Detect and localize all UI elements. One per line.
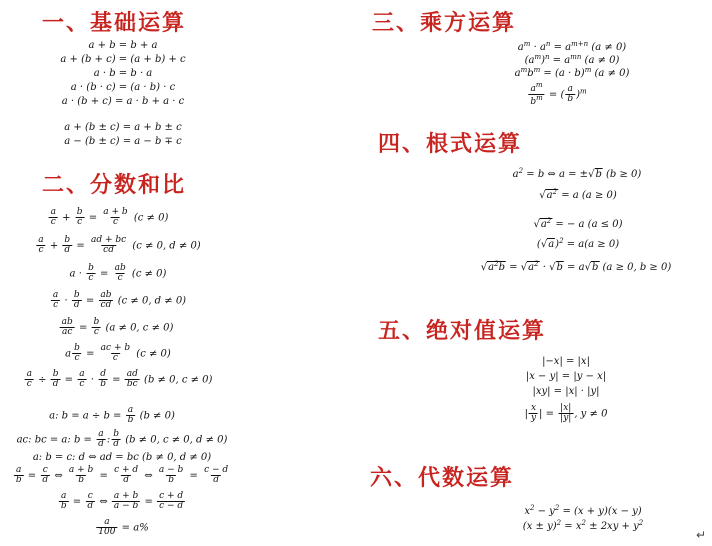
numerator: a [50,207,56,217]
formula-abs-3: |xy| = |x| · |y| [532,386,600,397]
expression: = a(a ≥ 0) [563,239,620,250]
exponent: 2 [552,188,558,196]
equals: = [549,55,565,66]
exponent: m [534,53,542,61]
exponent: 2 [554,504,560,512]
formula-frac-6 [65,344,171,364]
base: a [564,55,571,66]
heading-basic: 一、基础运算 [42,11,187,36]
denominator: c [112,217,119,228]
condition: (a ≠ 0) [591,68,630,79]
equals: = [27,470,37,482]
percent-value: a% [133,522,149,534]
prefix: a · [69,268,82,280]
operator: · [539,262,546,273]
exponent: m [536,94,543,103]
denominator: c [38,245,44,256]
abs-bar-right: | [539,408,543,420]
equals: = [72,496,82,508]
operator: + [62,212,71,224]
prefix: a [65,348,72,360]
operator: · [90,374,95,386]
expression: = a (a ≥ 0) [558,190,617,201]
denominator: c [79,379,85,390]
denominator: c [88,273,94,284]
numerator: a + b [68,465,94,475]
equals: = [78,322,88,334]
formula-root-4 [537,238,619,250]
condition: (c ≠ 0) [133,212,169,224]
numerator: c [42,465,48,475]
exponent: 2 [556,519,562,527]
equals: = [112,374,121,386]
formula-root-2 [539,189,617,201]
base: a [514,68,521,79]
denominator: d [123,475,129,486]
base: a [546,190,553,201]
sqrt-icon: √b [588,169,602,180]
base: x [524,506,530,517]
formula-frac-3 [70,264,167,284]
heading-abs: 五、绝对值运算 [378,319,547,344]
sqrt-icon: $√a^2$ [533,217,552,230]
formula-basic-1: a + b = b + a [88,40,158,51]
formula-power-2 [525,54,620,66]
numerator: a [127,405,134,415]
formula-frac-4 [50,291,186,311]
denominator: c [26,379,32,390]
formula-basic-5: a · (b + c) = a · b + a · c [61,96,185,107]
equals: = (a · b) [540,68,585,79]
denominator: d [87,501,94,512]
base: a [530,84,536,94]
operator: · [530,42,540,53]
denominator: b [567,94,574,105]
numerator: a [104,517,110,527]
formula-frac-9 [17,430,228,450]
numerator: a [26,369,32,379]
equals: = [86,348,95,360]
numerator: c [87,491,93,501]
formula-abs-2: |x − y| = |y − x| [525,371,607,382]
formula-algebra-1 [524,505,641,517]
base: a [540,219,547,230]
denominator: a − b [113,501,139,512]
numerator: x [530,403,537,413]
formula-algebra-2 [523,520,643,532]
exponent: 2 [494,260,499,268]
formula-frac-2 [35,236,200,256]
denominator: b [127,415,134,426]
denominator: c [77,217,83,228]
numerator: a [38,235,44,245]
denominator: ac [61,327,73,338]
denominator: c [93,327,99,338]
formula-frac-12 [58,492,186,512]
base: (x ± y) [522,521,557,532]
equals: = [144,496,153,508]
formula-basic-6: a + (b ± c) = a + b ± c [64,122,182,133]
equals: = [121,522,131,534]
denominator: d [42,475,49,486]
equals: = [85,295,95,307]
base: b [498,262,505,273]
abs-bar-left: | [524,408,528,420]
radicand [540,218,552,230]
expression: = x [561,521,582,532]
denominator: b [15,475,22,486]
denominator: b [78,475,84,486]
base: (a [524,55,535,66]
radicand: b [595,169,602,180]
equals: = [88,212,98,224]
numerator: c + d [114,465,139,475]
heading-power: 三、乘方运算 [372,11,517,36]
numerator: a [61,491,67,501]
formula-basic-7: a − (b ± c) = a − b ∓ c [64,136,182,147]
formula-frac-5 [59,318,174,338]
formula-power-3 [515,67,630,79]
exponent: 2 [518,167,524,175]
base: a [565,42,572,53]
denominator: b [60,501,67,512]
numerator: a [98,429,104,439]
expression: = − a (a ≤ 0) [552,219,623,230]
expression: = a [563,262,585,273]
numerator: d [100,369,106,379]
denominator: d [213,475,219,486]
condition: (b ≠ 0) [139,410,175,422]
denominator: d [64,245,71,256]
paren: ) [555,239,560,250]
expression: ± 2xy + y [585,521,639,532]
numerator: ac + b [100,343,131,353]
condition: (c ≠ 0, d ≠ 0) [117,295,187,307]
exponent: 2 [581,519,586,527]
numerator: a + b [113,491,139,501]
denominator: b [168,475,174,486]
numerator: b [93,317,100,327]
prefix: ac: bc = a: b = [16,434,92,446]
numerator: ab [114,263,126,273]
denominator: c [74,353,80,364]
formula-frac-10: a: b = c: d ⇔ ad = bc (b ≠ 0, d ≠ 0) [32,452,212,463]
operator: ÷ [38,374,47,386]
prefix: a: b = a ÷ b = [49,410,122,422]
denominator: c [112,353,118,364]
numerator: a [567,84,573,94]
exponent: m [580,87,587,96]
equals: = [545,408,554,420]
equals: = [99,470,108,482]
exponent: m [523,40,531,48]
exponent: 2 [638,519,644,527]
radicand: b [591,262,599,273]
denominator: c [117,273,123,284]
exponent: m [520,66,528,74]
numerator: a [52,290,59,300]
ratio-colon: : [106,434,111,446]
condition: (a ≥ 0, b ≥ 0) [599,262,672,273]
condition: (b ≥ 0) [602,169,642,180]
denominator: b [100,379,106,390]
exponent: 2 [559,237,564,245]
condition: (c ≠ 0) [136,348,171,360]
numerator: a [79,369,85,379]
numerator [529,82,545,94]
radicand: a [548,239,555,250]
denominator: d [52,379,59,390]
expression: = b ⇔ a = ± [523,169,589,180]
radicand [527,261,539,273]
sqrt-icon: √b [584,262,599,273]
base: a [517,42,524,53]
heading-fraction: 二、分数和比 [42,173,187,198]
equals: = ( [545,89,565,101]
operator: + [49,240,59,252]
numerator: |x| [560,403,572,413]
base: a [512,169,519,180]
numerator: a [16,465,22,475]
formula-frac-7 [24,370,213,390]
formula-power-4 [527,82,586,108]
equals: = [64,374,74,386]
equals: = [505,262,518,273]
denominator: d [73,300,80,311]
base: b [527,68,534,79]
denominator: c − d [159,501,184,512]
formula-basic-3: a · b = b · a [93,68,153,79]
formula-frac-1 [48,208,169,228]
heading-root: 四、根式运算 [378,132,523,157]
exponent: mn [570,53,582,61]
denominator: bc [126,379,138,390]
numerator: b [64,235,71,245]
numerator: b [74,343,80,353]
equals: = [76,240,85,252]
base: b [530,97,537,108]
formula-root-5 [481,261,672,273]
numerator: c − d [204,465,229,475]
sqrt-icon: √a [540,239,555,250]
base: a [488,262,495,273]
denominator: y [530,413,537,424]
numerator: b [113,429,120,439]
denominator: d [113,439,120,450]
sqrt-icon: $√a^2$ [539,188,558,201]
condition: (a ≠ 0) [581,55,620,66]
condition: (b ≠ 0, c ≠ 0) [144,374,213,386]
formula-abs-1: |−x| = |x| [542,356,590,367]
formula-root-1 [513,168,642,180]
exponent: n [544,53,550,61]
equals: = [550,42,566,53]
denominator: cd [103,245,114,256]
radicand [546,189,558,201]
condition: (b ≠ 0, c ≠ 0, d ≠ 0) [125,434,228,446]
denominator: d [98,439,104,450]
formula-frac-13 [95,518,148,538]
condition: (c ≠ 0, d ≠ 0) [132,240,201,252]
denominator: cd [100,300,112,311]
base: a [528,262,535,273]
numerator: ab [100,290,112,300]
numerator: a − b [158,465,184,475]
radicand [487,261,506,273]
formula-basic-4: a · (b · c) = (a · b) · c [70,82,176,93]
condition: , y ≠ 0 [574,408,608,420]
condition: (a ≠ 0) [588,42,627,53]
numerator: b [76,207,83,217]
numerator: b [88,263,94,273]
numerator: b [73,290,80,300]
paren: ( [536,239,541,250]
exponent: 2 [534,260,539,268]
numerator: c + d [159,491,184,501]
denominator [528,94,544,107]
exponent: m+n [571,40,589,48]
condition: (c ≠ 0) [131,268,167,280]
iff: ⇔ [54,470,63,482]
formula-frac-11 [13,466,231,486]
sqrt-icon: $√a^2b$ [480,260,505,273]
numerator: ad [126,369,138,379]
numerator: a + b [103,207,128,217]
exponent: m [584,66,592,74]
condition: (a ≠ 0, c ≠ 0) [105,322,174,334]
formula-power-1 [518,41,626,53]
equals: = [100,268,109,280]
formula-abs-4 [525,404,608,424]
iff: ⇔ [99,496,108,508]
paren: ) [541,55,545,66]
iff: ⇔ [144,470,153,482]
operator: · [64,295,68,307]
sqrt-icon: √b [549,262,563,273]
heading-algebra: 六、代数运算 [370,466,515,491]
formula-frac-8 [49,406,175,426]
exponent: m [535,81,543,89]
expression: − y [534,506,555,517]
exponent: n [545,40,551,48]
expression: = (x + y)(x − y) [559,506,642,517]
formula-root-3 [533,218,622,230]
denominator: 100 [98,527,116,538]
numerator: ab [61,317,73,327]
paren: ) [576,89,581,101]
exponent: 2 [546,217,552,225]
numerator: b [52,369,59,379]
exponent: 2 [529,504,535,512]
denominator: c [50,217,56,228]
equals: = [189,470,198,482]
exponent: m [533,66,541,74]
formula-basic-2: a + (b + c) = (a + b) + c [60,54,186,65]
sqrt-icon: $√a^2$ [520,260,539,273]
denominator: c [53,300,59,311]
paragraph-mark-icon: ↵ [695,528,706,542]
numerator: ad + bc [90,235,127,245]
radicand: b [556,262,563,273]
base: a [539,42,546,53]
denominator: |y| [560,413,572,424]
